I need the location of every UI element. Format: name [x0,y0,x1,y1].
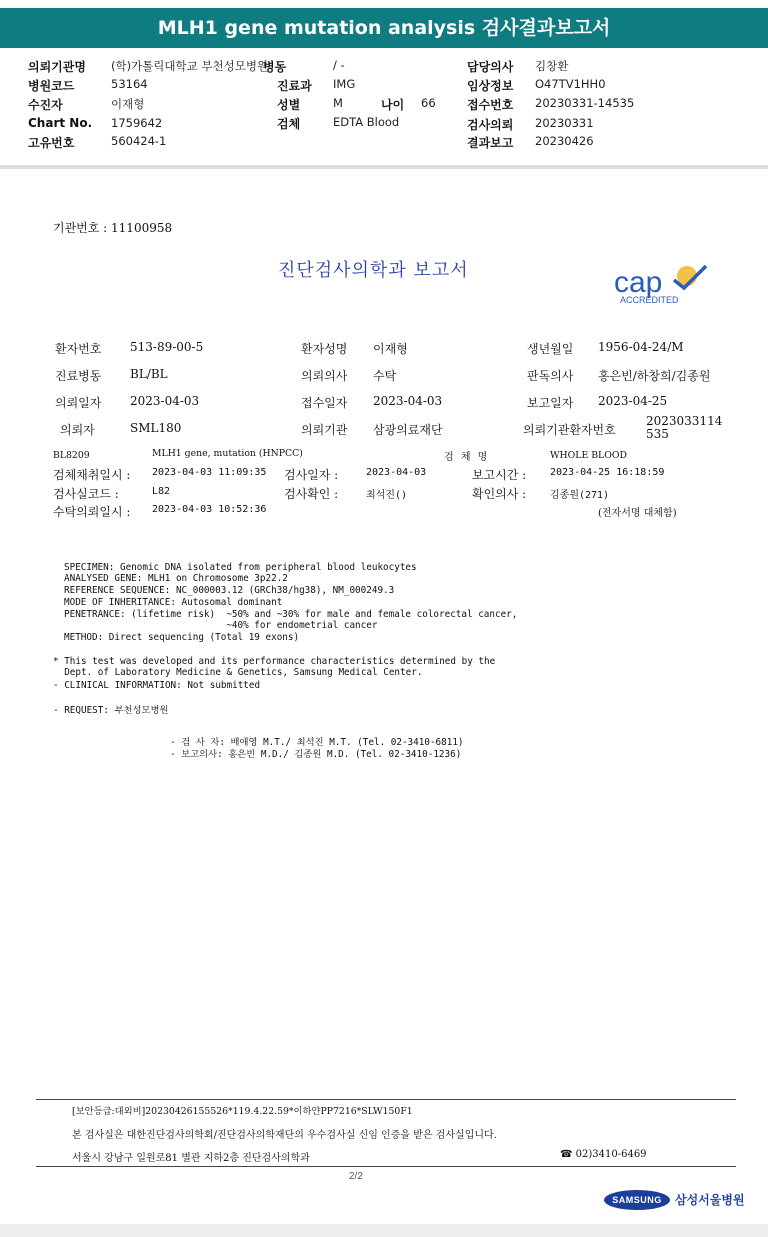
grid-value: 이재형 [373,342,408,356]
value-request-date: 20230331 [535,116,594,130]
value-institution: (학)가톨릭대학교 부천성모병원 [111,59,269,73]
note-line: Dept. of Laboratory Medicine & Genetics, Samsung Medical Center. [53,667,423,679]
grid-value: SML180 [130,421,182,435]
grid-value: 2023033114535 [646,414,723,441]
note-line: * This test was developed and its performance characteristics determined by the [53,655,496,667]
institution-number: 기관번호 : 11100958 [53,221,173,235]
body-line: ~40% for endometrial cancer [64,620,378,632]
meta-value: 2023-04-25 16:18:59 [550,467,665,478]
value-department: IMG [333,77,356,91]
label-department: 진료과 [277,79,312,93]
security-line: [보안등급:대외비]20230426155526*119.4.22.59*이하얀PP7216*SLW150F1 [72,1106,413,1117]
meta-value: 2023-04-03 [366,467,427,478]
meta-label: 검사일자 : [284,468,339,482]
staff-line: - 검 사 자: 배애영 M.T./ 최석진 M.T. (Tel. 02-3410-6811) [170,737,464,748]
page-number: 2/2 [349,1171,363,1182]
hospital-name: 삼성서울병원 [675,1193,745,1207]
test-code: BL8209 [53,450,90,461]
meta-value: 김종원(271) [550,490,610,501]
grid-label: 의뢰기관 [301,423,348,437]
body-line: PENETRANCE: (lifetime risk) ~50% and ~30% for male and female colorectal cancer, [64,608,518,620]
staff-line: - 보고의사: 홍은빈 M.D./ 김종원 M.D. (Tel. 02-3410-1236) [170,749,462,760]
grid-label: 진료병동 [55,369,102,383]
label-patient: 수진자 [28,98,63,112]
cap-accredited-logo [612,262,712,308]
grid-label: 생년월일 [527,342,574,356]
lab-address: 서울시 강남구 일원로81 별관 지하2층 진단검사의학과 [72,1153,310,1164]
body-line: SPECIMEN: Genomic DNA isolated from peripheral blood leukocytes [64,561,417,573]
cap-logo-text: cap [614,266,663,299]
meta-label: 확인의사 : [472,487,527,501]
grid-label: 환자성명 [301,342,348,356]
label-ward: 병동 [263,60,287,74]
clinical-information: - CLINICAL INFORMATION: Not submitted [53,680,261,691]
value-specimen: EDTA Blood [333,115,400,129]
footer-divider-bottom [36,1166,736,1167]
grid-value: 삼광의료재단 [373,423,443,437]
report-title-bar: MLH1 gene mutation analysis 검사결과보고서 [0,8,768,48]
value-ward: / - [333,58,345,72]
label-age: 나이 [381,98,405,112]
specimen-name-label: 검 체 명 [444,452,490,463]
label-clinical-info: 임상정보 [467,79,514,93]
value-age: 66 [421,96,436,110]
bottom-band [0,1224,768,1237]
label-sex: 성별 [277,98,301,112]
samsung-logo [604,1190,670,1210]
grid-value: 1956-04-24/M [598,340,684,354]
body-line: MODE OF INHERITANCE: Autosomal dominant [64,596,283,608]
meta-value: 2023-04-03 10:52:36 [152,504,267,515]
grid-value: 513-89-00-5 [130,340,204,354]
value-accession: 20230331-14535 [535,96,635,110]
footer-divider-top [36,1099,736,1100]
value-chart-no: 1759642 [111,116,163,130]
meta-value: 2023-04-03 11:09:35 [152,467,267,478]
staff-info [170,725,464,773]
body-line: ANALYSED GENE: MLH1 on Chromosome 3p22.2 [64,573,288,585]
grid-value: 수탁 [373,369,397,383]
grid-value: 홍은빈/하창희/김종원 [598,369,711,383]
meta-value: 최석진() [366,490,408,501]
grid-label: 의뢰기관환자번호 [523,423,616,437]
value-sex: M [333,96,343,110]
grid-label: 환자번호 [55,342,102,356]
grid-label: 판독의사 [527,369,574,383]
header-divider [0,165,768,169]
meta-label: 검사실코드 : [53,487,119,501]
meta-value: L82 [152,486,171,497]
grid-label: 접수일자 [301,396,348,410]
value-hospital-code: 53164 [111,77,148,91]
label-institution: 의뢰기관명 [28,60,86,74]
cap-logo-subtext: ACCREDITED [620,295,679,305]
label-request-date: 검사의뢰 [467,118,514,132]
body-line: METHOD: Direct sequencing (Total 19 exons) [64,631,300,643]
value-result-date: 20230426 [535,134,594,148]
grid-label: 의뢰자 [60,423,95,437]
meta-label: 검체채취일시 : [53,468,131,482]
e-signature-note: (전자서명 대체함) [598,508,677,519]
lab-phone: ☎ 02)3410-6469 [560,1149,647,1160]
value-clinical-info: O47TV1HH0 [535,77,606,91]
label-specimen: 검체 [277,117,301,131]
grid-value: 2023-04-25 [598,394,668,408]
grid-label: 보고일자 [527,396,574,410]
label-hospital-code: 병원코드 [28,79,75,93]
body-line: REFERENCE SEQUENCE: NC_000003.12 (GRCh38/hg38), NM_000249.3 [64,585,395,597]
grid-value: BL/BL [130,367,168,381]
label-result-date: 결과보고 [467,136,514,150]
value-unique-no: 560424-1 [111,134,167,148]
label-chart-no: Chart No. [28,116,93,130]
meta-label: 검사확인 : [284,487,339,501]
meta-label: 수탁의뢰일시 : [53,505,131,519]
value-doctor: 김창환 [535,59,569,73]
test-name: MLH1 gene, mutation (HNPCC) [152,448,303,459]
value-patient: 이재형 [111,97,145,111]
label-accession: 접수번호 [467,98,514,112]
report-title: 진단검사의학과 보고서 [278,260,469,281]
grid-value: 2023-04-03 [373,394,443,408]
request-info: - REQUEST: 부천성모병원 [53,705,169,716]
grid-value: 2023-04-03 [130,394,200,408]
grid-label: 의뢰일자 [55,396,102,410]
certification-text: 본 검사실은 대한진단검사의학회/진단검사의학재단의 우수검사실 신임 인증을 받은 검사실입니다. [72,1130,497,1141]
samsung-logo-text: SAMSUNG [612,1195,662,1205]
specimen-details [64,550,517,655]
label-doctor: 담당의사 [467,60,514,74]
grid-label: 의뢰의사 [301,369,348,383]
specimen-name-value: WHOLE BLOOD [550,450,627,461]
meta-label: 보고시간 : [472,468,527,482]
label-unique-no: 고유번호 [28,136,75,150]
